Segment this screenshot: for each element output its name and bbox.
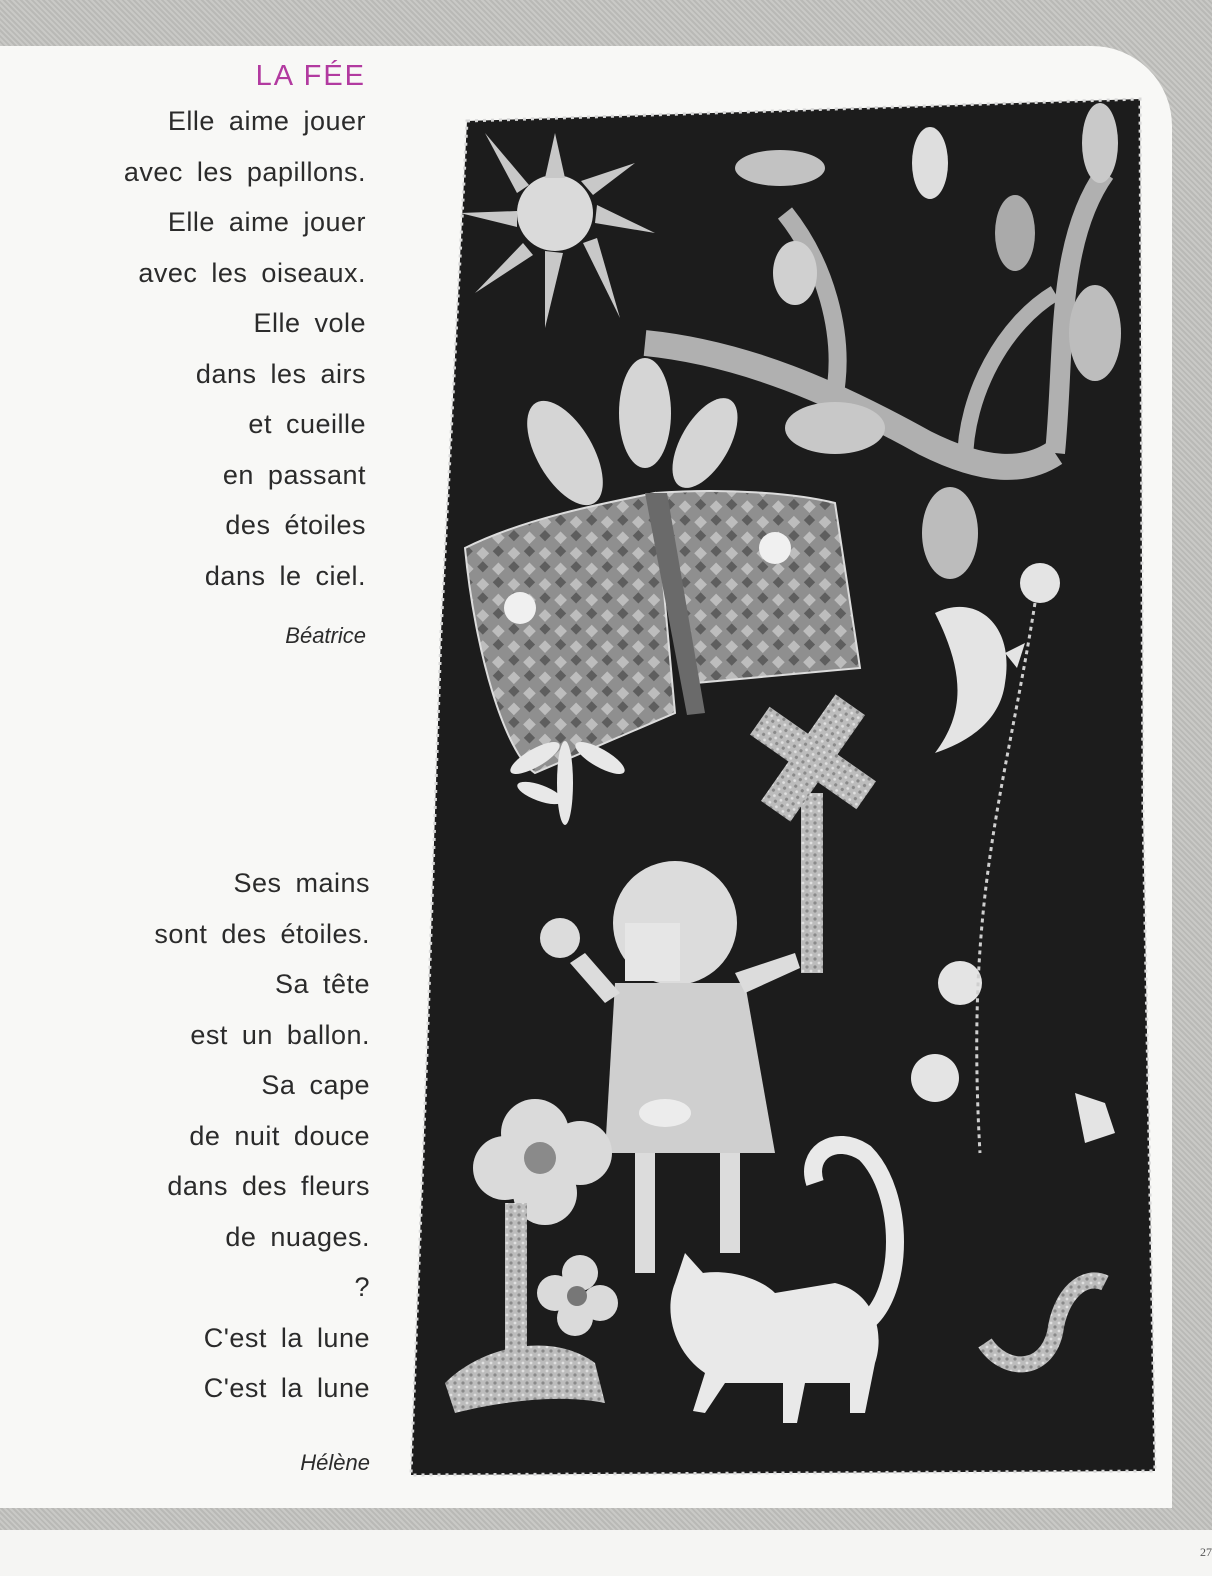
poem-line: Sa tête: [274, 969, 370, 999]
balloon-shape: [938, 961, 982, 1005]
poem-line: de nuages.: [225, 1221, 370, 1252]
poem-author: Béatrice: [285, 623, 366, 648]
poem-line: Sa cape: [261, 1070, 370, 1100]
poem-line: Elle aime jouer: [167, 207, 366, 237]
page-number: 27: [1200, 1545, 1212, 1559]
poem-title: LA FÉE: [255, 60, 366, 92]
page-bottom-edge: [0, 1530, 1212, 1576]
poem-line: Ses mains: [233, 868, 370, 898]
poem-la-fee: [60, 56, 366, 649]
poem-line: dans les airs: [195, 358, 366, 389]
poem-line: des étoiles: [225, 510, 366, 540]
poem-line: est un ballon.: [190, 1019, 370, 1050]
poem-line: de nuit douce: [189, 1120, 370, 1151]
poem-line: dans des fleurs: [167, 1171, 370, 1201]
balloon-shape: [1020, 563, 1060, 603]
poem-line: avec les oiseaux.: [138, 257, 366, 288]
poem-line: ?: [354, 1272, 370, 1302]
poem-author: Hélène: [300, 1449, 370, 1475]
tapestry-illustration: [405, 93, 1160, 1485]
poem-line: C'est la lune: [203, 1322, 370, 1353]
poem-line: Elle vole: [253, 308, 366, 338]
poem-line: sont des étoiles.: [154, 918, 370, 949]
poem-line: et cueille: [248, 409, 366, 439]
poem-line: avec les papillons.: [123, 156, 366, 187]
poem-line: Elle aime jouer: [167, 106, 366, 136]
poem-line: C'est la lune: [203, 1373, 370, 1403]
poem-la-lune: [60, 858, 370, 1476]
balloon-shape: [911, 1054, 959, 1102]
poem-line: en passant: [222, 459, 366, 490]
poem-line: dans le ciel.: [204, 560, 366, 591]
